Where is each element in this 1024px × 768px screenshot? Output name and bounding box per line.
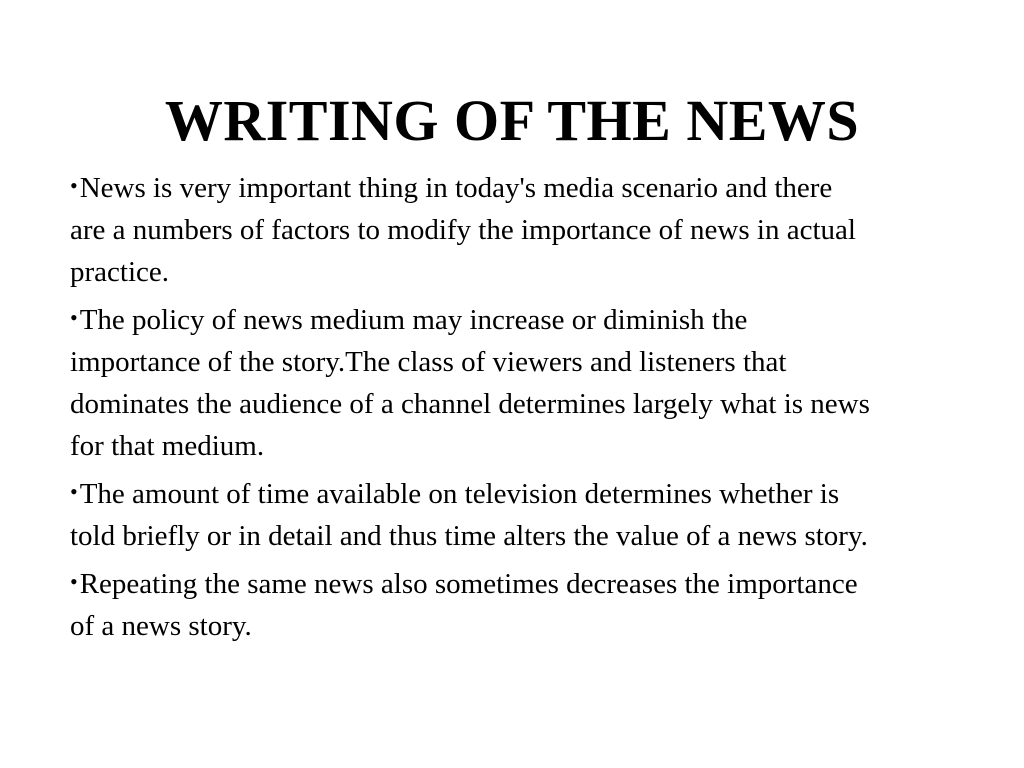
slide-title: WRITING OF THE NEWS (164, 88, 860, 153)
bullet-text: The amount of time available on television determines whether is told briefly or in detail and thus time alters the value of a news story. (70, 478, 868, 552)
bullet-item (70, 165, 870, 293)
bullet-text: News is very important thing in today's media scenario and there are a numbers of factors to modify the importance of news in actual practice. (70, 172, 856, 288)
bullet-item (70, 561, 870, 647)
bullet-text: The policy of news medium may increase or diminish the importance of the story.The class of viewers and listeners that dominates the audience of a channel determines largely what is news for that medium. (70, 304, 870, 462)
bullet-list (70, 165, 870, 651)
bullet-item (70, 471, 870, 557)
bullet-icon: • (70, 479, 78, 504)
bullet-text: Repeating the same news also sometimes decreases the importance of a news story. (70, 568, 858, 642)
bullet-icon: • (70, 569, 78, 594)
bullet-item (70, 297, 870, 467)
bullet-icon: • (70, 305, 78, 330)
bullet-icon: • (70, 173, 78, 198)
